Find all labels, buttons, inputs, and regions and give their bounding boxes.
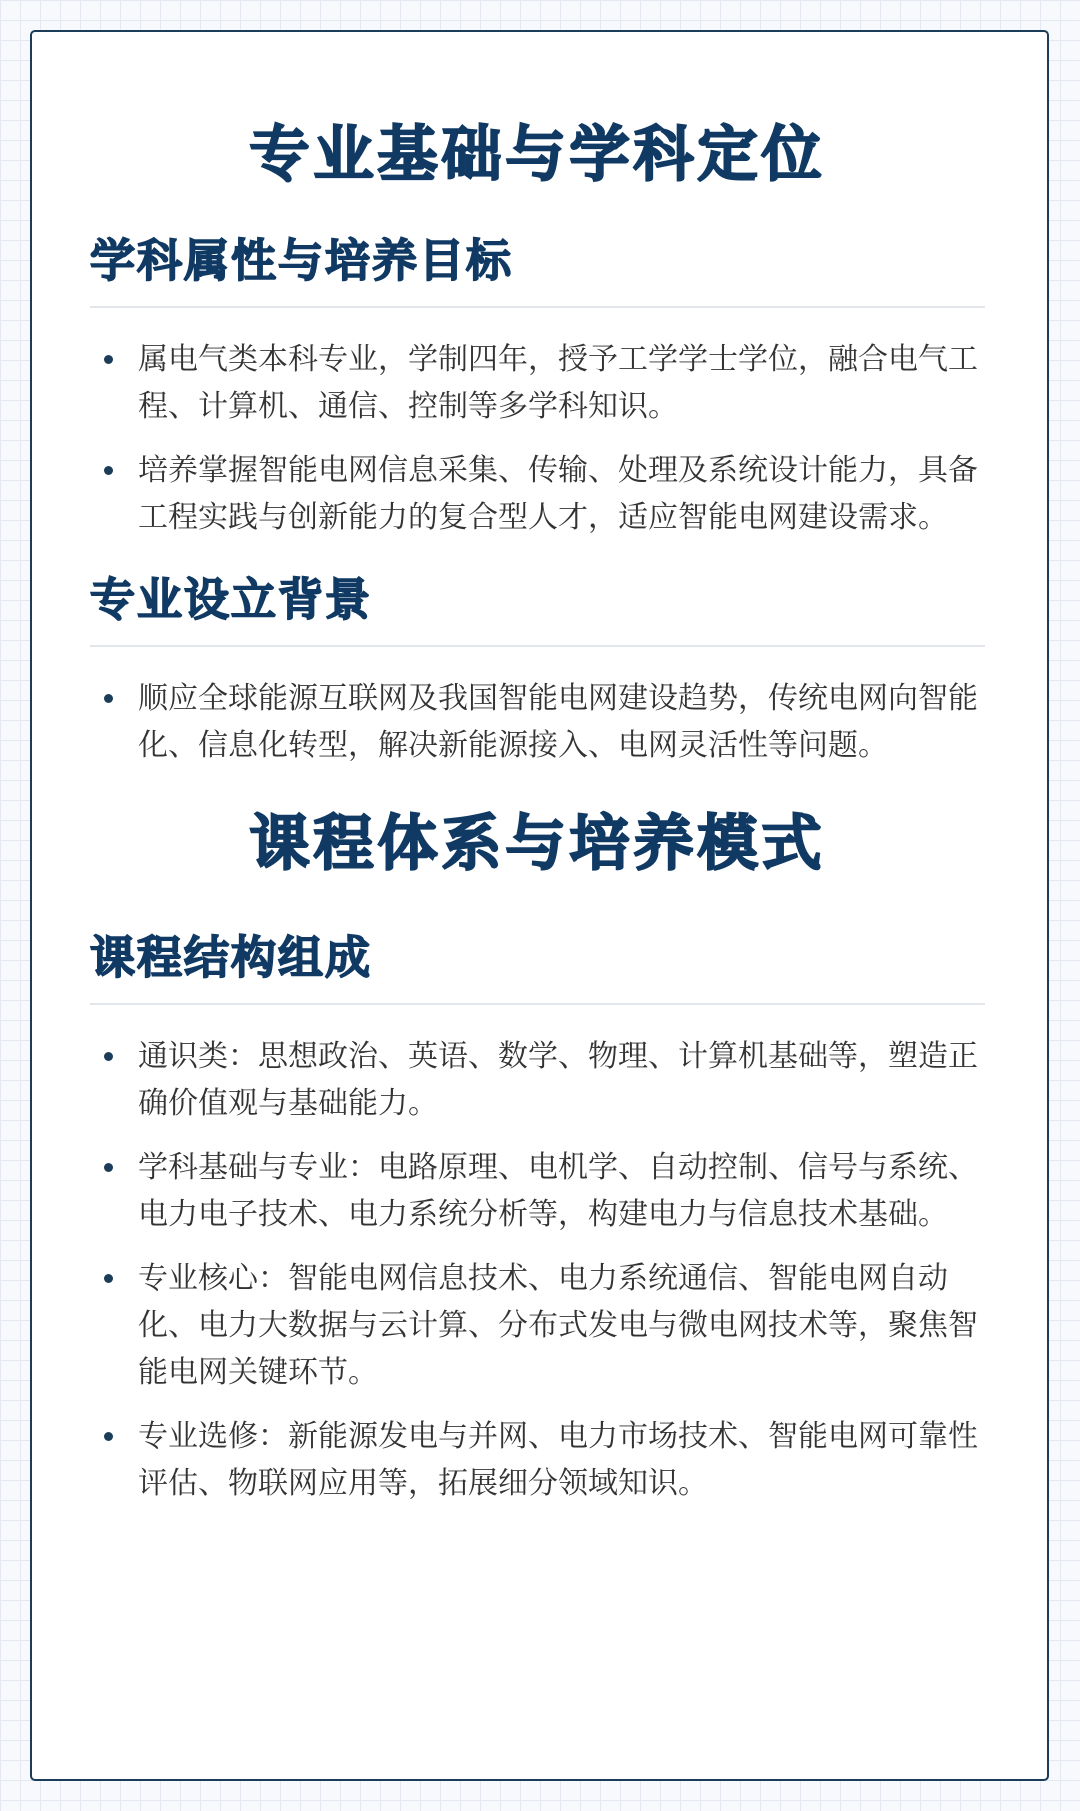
bullet-list-attributes-goals: [90, 336, 985, 541]
list-item-text: 专业选修：新能源发电与并网、电力市场技术、智能电网可靠性评估、物联网应用等，拓展细分领域知识。: [138, 1419, 978, 1501]
subsection-title-course-structure: 课程结构组成: [90, 923, 985, 1005]
section-title-curriculum: 课程体系与培养模式: [249, 809, 826, 879]
list-item: [90, 1255, 985, 1396]
list-item: [90, 1144, 985, 1238]
bullet-dot-icon: [104, 694, 113, 703]
list-item-text: 通识类：思想政治、英语、数学、物理、计算机基础等，塑造正确价值观与基础能力。: [138, 1039, 978, 1121]
bullet-dot-icon: [104, 1274, 113, 1283]
list-item: [90, 675, 985, 769]
list-item-text: 学科基础与专业：电路原理、电机学、自动控制、信号与系统、电力电子技术、电力系统分析等，构建电力与信息技术基础。: [138, 1150, 978, 1232]
bullet-dot-icon: [104, 355, 113, 364]
list-item: [90, 447, 985, 541]
list-item-text: 培养掌握智能电网信息采集、传输、处理及系统设计能力，具备工程实践与创新能力的复合型人才，适应智能电网建设需求。: [138, 453, 978, 535]
bullet-dot-icon: [104, 1163, 113, 1172]
section-title-foundation: 专业基础与学科定位: [249, 120, 826, 190]
subsection-title-background: 专业设立背景: [90, 565, 985, 647]
list-item: [90, 1413, 985, 1507]
list-item-text: 属电气类本科专业，学制四年，授予工学学士学位，融合电气工程、计算机、通信、控制等多学科知识。: [138, 342, 978, 424]
bullet-list-course-structure: [90, 1033, 985, 1507]
content-card: [30, 30, 1049, 1781]
subsection-title-attributes-goals: 学科属性与培养目标: [90, 226, 985, 308]
list-item: [90, 1033, 985, 1127]
list-item: [90, 336, 985, 430]
bullet-dot-icon: [104, 466, 113, 475]
list-item-text: 专业核心：智能电网信息技术、电力系统通信、智能电网自动化、电力大数据与云计算、分布式发电与微电网技术等，聚焦智能电网关键环节。: [138, 1261, 978, 1390]
bullet-list-background: [90, 675, 985, 769]
bullet-dot-icon: [104, 1432, 113, 1441]
list-item-text: 顺应全球能源互联网及我国智能电网建设趋势，传统电网向智能化、信息化转型，解决新能源接入、电网灵活性等问题。: [138, 681, 978, 763]
bullet-dot-icon: [104, 1052, 113, 1061]
